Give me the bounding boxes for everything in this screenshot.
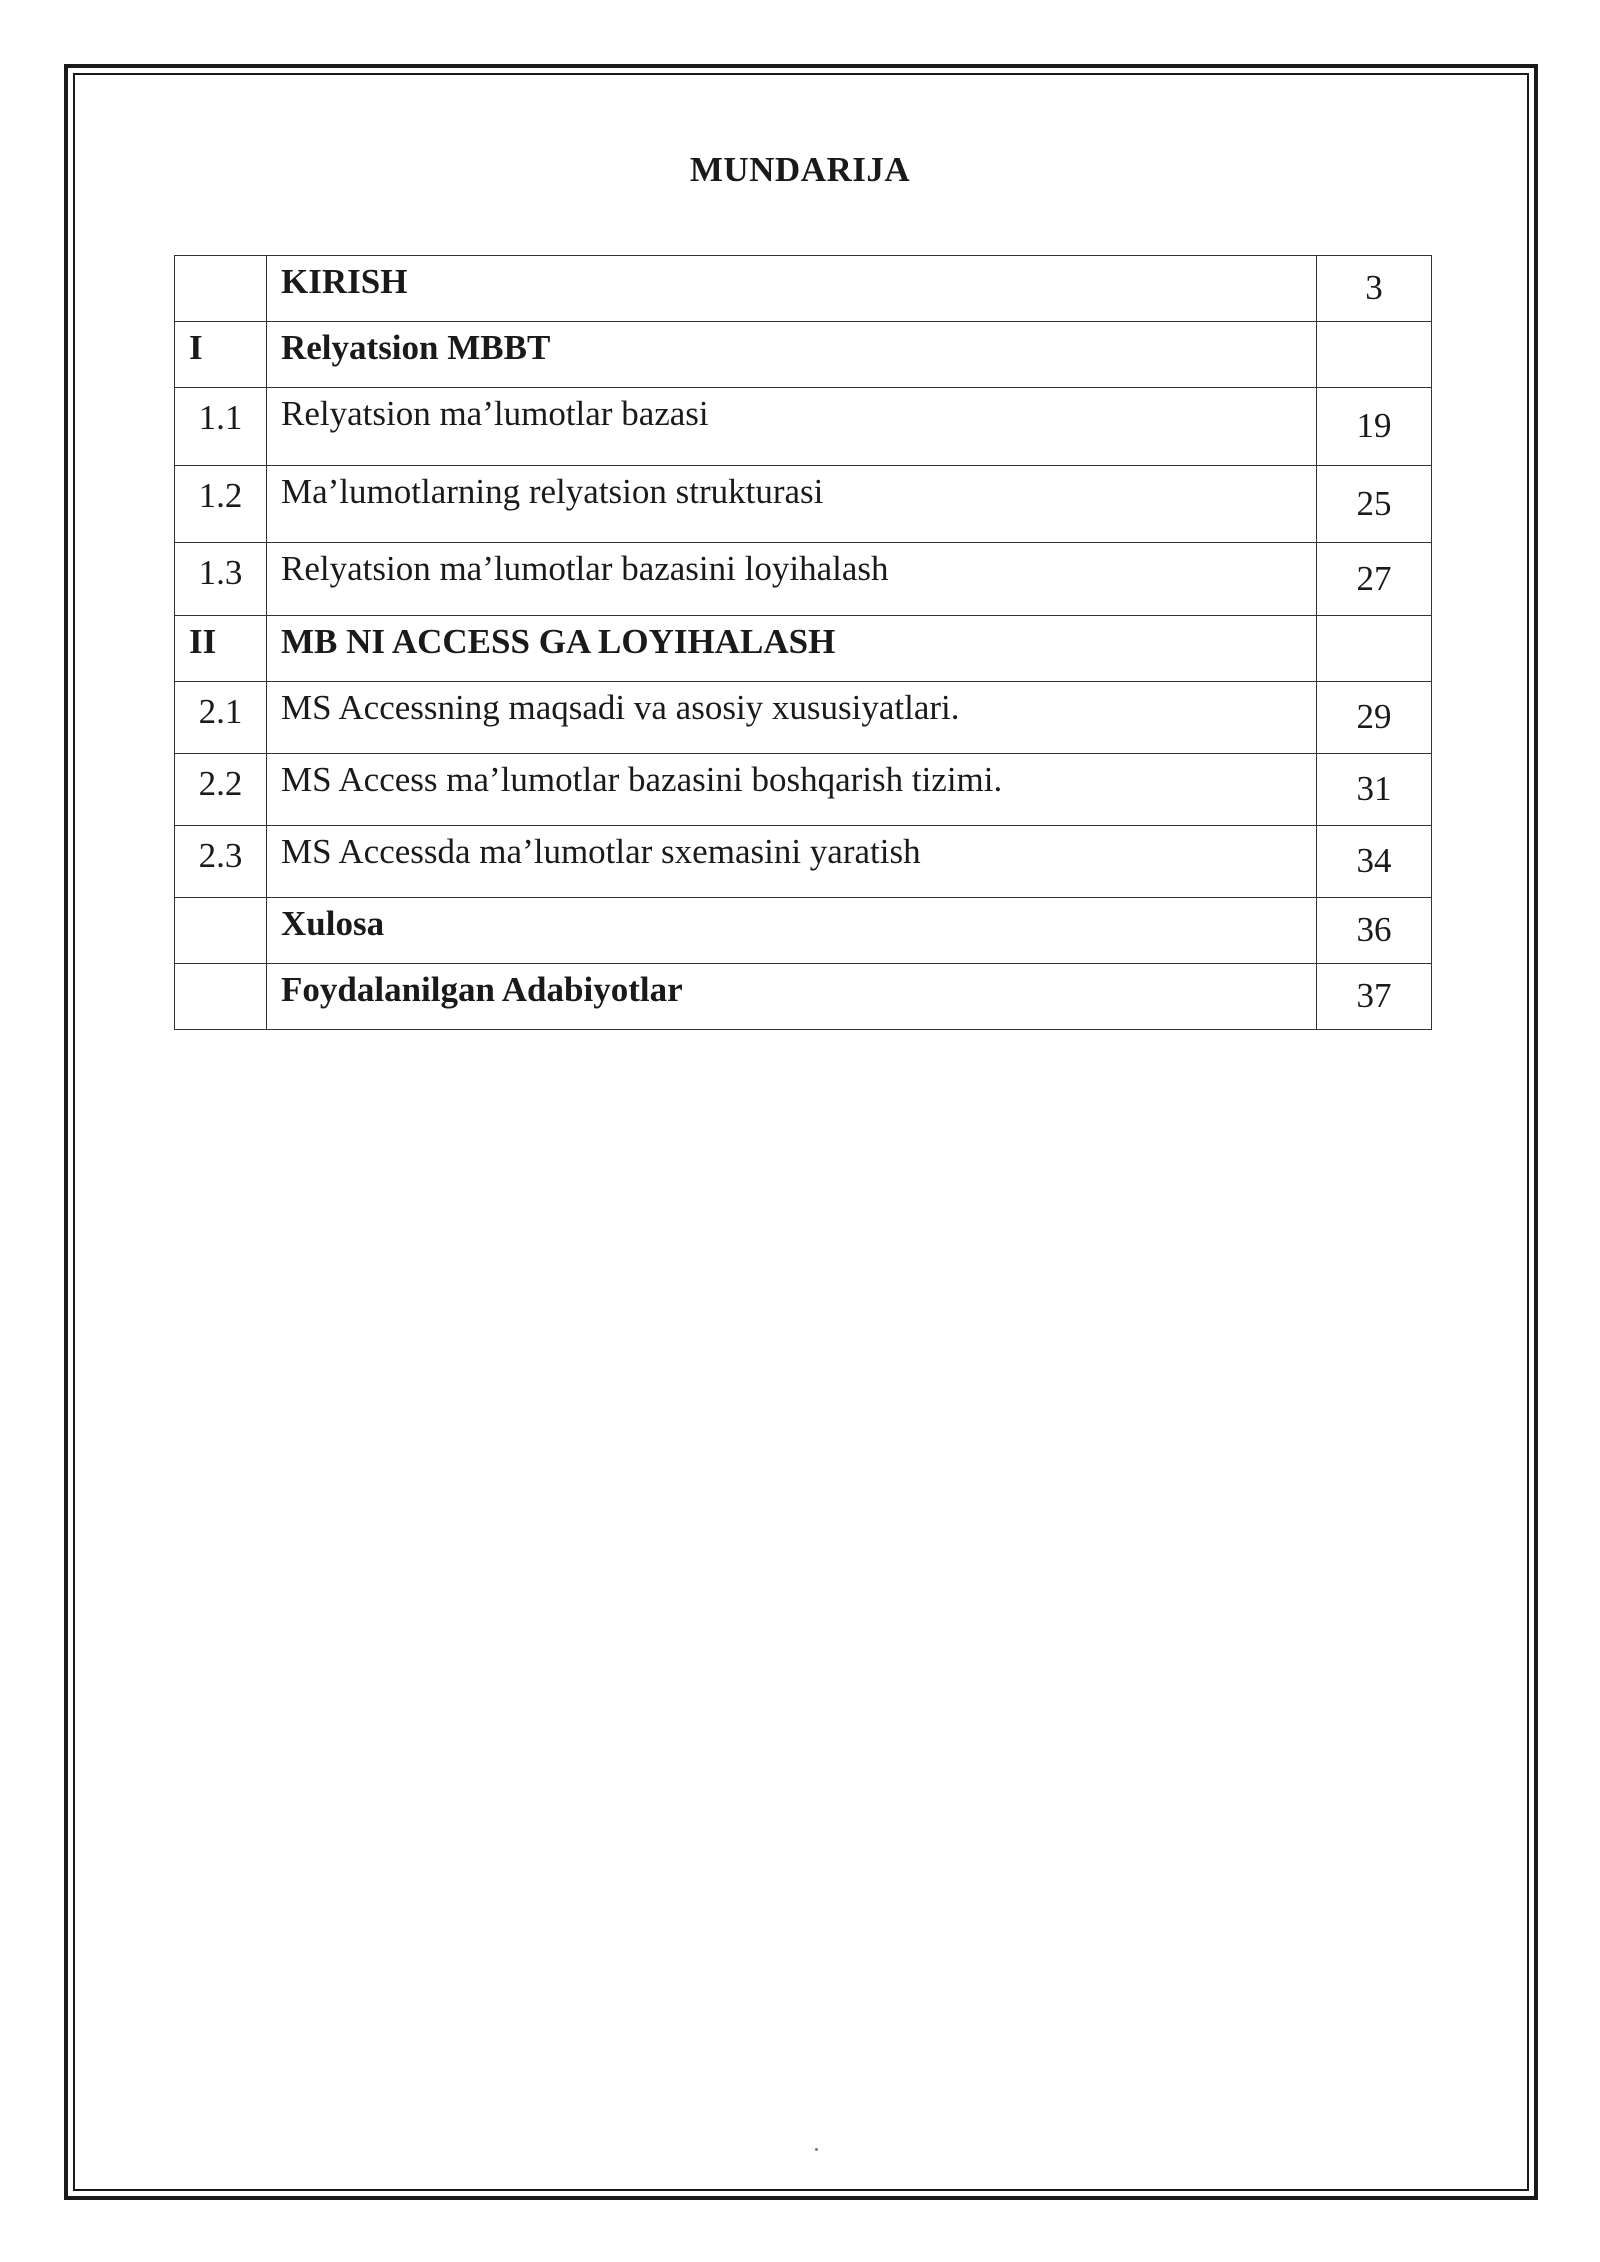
toc-row-title: MS Access ma’lumotlar bazasini boshqarish tizimi. [267, 754, 1317, 826]
toc-row-title: MS Accessning maqsadi va asosiy xususiyatlari. [267, 682, 1317, 754]
toc-row-number [175, 898, 267, 964]
toc-row-title: MB NI ACCESS GA LOYIHALASH [267, 616, 1317, 682]
toc-row-title: Relyatsion ma’lumotlar bazasi [267, 388, 1317, 466]
toc-row-page: 37 [1317, 964, 1432, 1030]
toc-row [175, 466, 1432, 543]
toc-row-page [1317, 322, 1432, 388]
toc-row-title: Xulosa [267, 898, 1317, 964]
toc-row-number: 1.2 [175, 466, 267, 543]
toc-row-number: 1.3 [175, 543, 267, 616]
toc-row-number [175, 256, 267, 322]
toc-row-page: 34 [1317, 826, 1432, 898]
toc-row-title: KIRISH [267, 256, 1317, 322]
toc-row-page: 36 [1317, 898, 1432, 964]
toc-row-page: 31 [1317, 754, 1432, 826]
toc-row-page: 29 [1317, 682, 1432, 754]
toc-row [175, 826, 1432, 898]
toc-row-number: 2.1 [175, 682, 267, 754]
toc-row-page: 27 [1317, 543, 1432, 616]
toc-row-page [1317, 616, 1432, 682]
table-of-contents [174, 255, 1432, 1030]
toc-row-page: 25 [1317, 466, 1432, 543]
toc-row [175, 682, 1432, 754]
toc-row [175, 754, 1432, 826]
toc-row [175, 388, 1432, 466]
toc-row-number: II [175, 616, 267, 682]
toc-row [175, 616, 1432, 682]
toc-row-title: Relyatsion ma’lumotlar bazasini loyihalash [267, 543, 1317, 616]
toc-row-number: I [175, 322, 267, 388]
page-title: MUNDARIJA [689, 150, 911, 189]
toc-row-page: 19 [1317, 388, 1432, 466]
toc-row-number: 1.1 [175, 388, 267, 466]
toc-row-title: MS Accessda ma’lumotlar sxemasini yaratish [267, 826, 1317, 898]
toc-row-number: 2.2 [175, 754, 267, 826]
toc-row-number: 2.3 [175, 826, 267, 898]
toc-row [175, 898, 1432, 964]
toc-row-title: Relyatsion MBBT [267, 322, 1317, 388]
toc-row [175, 543, 1432, 616]
toc-row [175, 964, 1432, 1030]
toc-row [175, 322, 1432, 388]
toc-row-page: 3 [1317, 256, 1432, 322]
toc-row-title: Ma’lumotlarning relyatsion strukturasi [267, 466, 1317, 543]
footer-mark [815, 2148, 818, 2151]
toc-row-number [175, 964, 267, 1030]
toc-row [175, 256, 1432, 322]
toc-row-title: Foydalanilgan Adabiyotlar [267, 964, 1317, 1030]
